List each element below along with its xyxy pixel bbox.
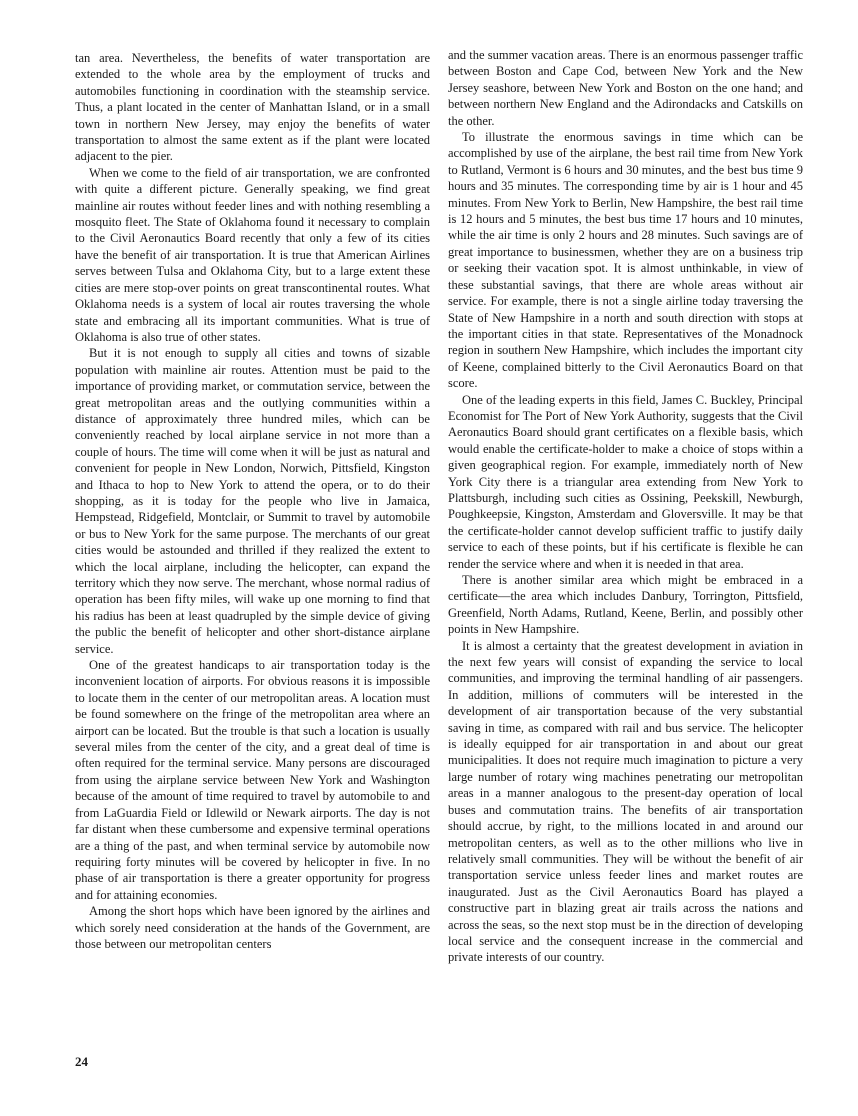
page-number: 24 — [75, 1054, 88, 1069]
right-text-column — [448, 47, 803, 966]
paragraph: When we come to the field of air transportation, we are confronted with quite a different picture. Generally speaking, we find great mainline air routes without feeder lines and with nothing resembling a mosquito fleet. The State of Oklahoma found it necessary to complain to the Civil Aeronautics Board recently that only a few of its cities have the benefit of air transportation. It is true that American Airlines serves between Tulsa and Oklahoma City, but to a large extent these cities are mere stop-over points on great transcontinental routes. What Oklahoma needs is a system of local air routes traversing the whole state and embracing all its important communities. What is true of Oklahoma is also true of other states. — [75, 165, 430, 344]
left-text-column — [75, 50, 430, 952]
paragraph: There is another similar area which might be embraced in a certificate—the area which includes Danbury, Torrington, Pittsfield, Greenfield, North Adams, Rutland, Keene, Berlin, and possibly other points in New Hampshire. — [448, 573, 803, 637]
paragraph: Among the short hops which have been ignored by the airlines and which sorely need consideration at the hands of the Government, are those between our metropolitan centers — [75, 904, 430, 951]
paragraph: One of the leading experts in this field, James C. Buckley, Principal Economist for The Port of New York Authority, suggests that the Civil Aeronautics Board should grant certificates on a flexible basis, which would enable the certificate-holder to make a choice of stops within a given geographical region. For example, immediately north of New York City there is a triangular area extending from New York to Plattsburgh, including such cities as Ossining, Peekskill, Newburgh, Poughkeepsie, Kingston, Amsterdam and Gloversville. It may be that the certificate-holder cannot develop sufficient traffic to justify daily service to each of these points, but if his certificate is flexible he can render the service where and when it is needed in that area. — [448, 392, 803, 571]
paragraph: To illustrate the enormous savings in time which can be accomplished by use of the airplane, the best rail time from New York to Rutland, Vermont is 6 hours and 30 minutes, and the best bus time 9 hours and 35 minutes. The corresponding time by air is 1 hour and 45 minutes. From New York to Berlin, New Hampshire, the best rail time is 12 hours and 5 minutes, the best bus time 17 hours and 10 minutes, while the air time is only 2 hours and 28 minutes. Such savings are of great importance to businessmen, whether they are on a business trip or seeking their vacation spot. It is almost unthinkable, in view of these substantial savings, that there are whole areas without air service. For example, there is not a single airline today traversing the State of New Hampshire in a north and south direction with stops at the important cities in that state. Representatives of the Monadnock region in southern New Hampshire, which includes the important city of Keene, complained bitterly to the Civil Aeronautics Board on that score. — [448, 130, 803, 391]
paragraph: It is almost a certainty that the greatest development in aviation in the next few years will consist of expanding the service to local communities, and improving the terminal handling of air passengers. In addition, millions of commuters will be interested in the development of air transportation because of the very substantial saving in time, as compared with rail and bus service. The helicopter is ideally equipped for air transportation in and about our great municipalities. It does not require much imagination to picture a very large number of rotary wing machines penetrating our metropolitan areas in a manner analogous to the present-day operation of local buses and commutation trains. The benefits of air transportation should accrue, by right, to the millions located in and around our metropolitan centers, as well as to the other millions who live in relatively small communities. They will be without the benefit of air transportation service unless feeder lines and market routes are inaugurated. Just as the Civil Aeronautics Board has played a constructive part in blazing great air trails across the nations and across the seas, so the next stop must be in the direction of developing local service and the consequent increase in the commercial and private interests of our country. — [448, 638, 803, 965]
paragraph: But it is not enough to supply all cities and towns of sizable population with mainline air routes. Attention must be paid to the importance of providing market, or commutation service, between the great metropolitan areas and the outlying communities within a distance of approximately three hundred miles, which can be conveniently reached by local airplane service in not more than a couple of hours. The time will come when it will be just as natural and convenient for people in New London, Norwich, Pittsfield, Kingston and Ithaca to hop to New York to attend the opera, or to do their shopping, as it is today for the people who live in Jamaica, Hempstead, Ridgefield, Montclair, or Summit to travel by automobile or bus to New York for the same purpose. The merchants of our great cities would be astounded and thrilled if they realized the extent to which the local airplane, including the helicopter, can expand the territory which they now serve. The merchant, whose normal radius of operation has been fifty miles, will wake up one morning to find that his radius has been at least quadrupled by the simple device of giving the public the benefit of helicopter and other short-distance airplane service. — [75, 346, 430, 656]
paragraph: One of the greatest handicaps to air transportation today is the inconvenient location of airports. For obvious reasons it is impossible to locate them in the center of our metropolitan areas. A location must be found somewhere on the fringe of the metropolitan area where an airport can be located. But the trouble is that such a location is usually several miles from the center of the city, and a great deal of time is often required for the terminal service. Many persons are discouraged from using the airplane service between New York and Washington because of the amount of time required to travel by automobile to and from LaGuardia Field or Idlewild or Newark airports. The day is not far distant when these cumbersome and expensive terminal operations are a thing of the past, and when terminal service by automobile now requiring forty minutes will be covered by helicopter in five. In no phase of air transportation is there a greater opportunity for progress and for attaining economies. — [75, 658, 430, 902]
paragraph: and the summer vacation areas. There is an enormous passenger traffic between Boston and Cape Cod, between New York and the New Jersey seashore, between New York and Boston on the one hand; and between northern New England and the Adirondacks and Catskills on the other. — [448, 48, 803, 128]
paragraph: tan area. Nevertheless, the benefits of water transportation are extended to the whole area by the employment of trucks and automobiles functioning in coordination with the steamship service. Thus, a plant located in the center of Manhattan Island, or in a small town in northern New Jersey, may enjoy the benefits of water transportation to almost the same extent as if the plant were located adjacent to the pier. — [75, 51, 430, 164]
